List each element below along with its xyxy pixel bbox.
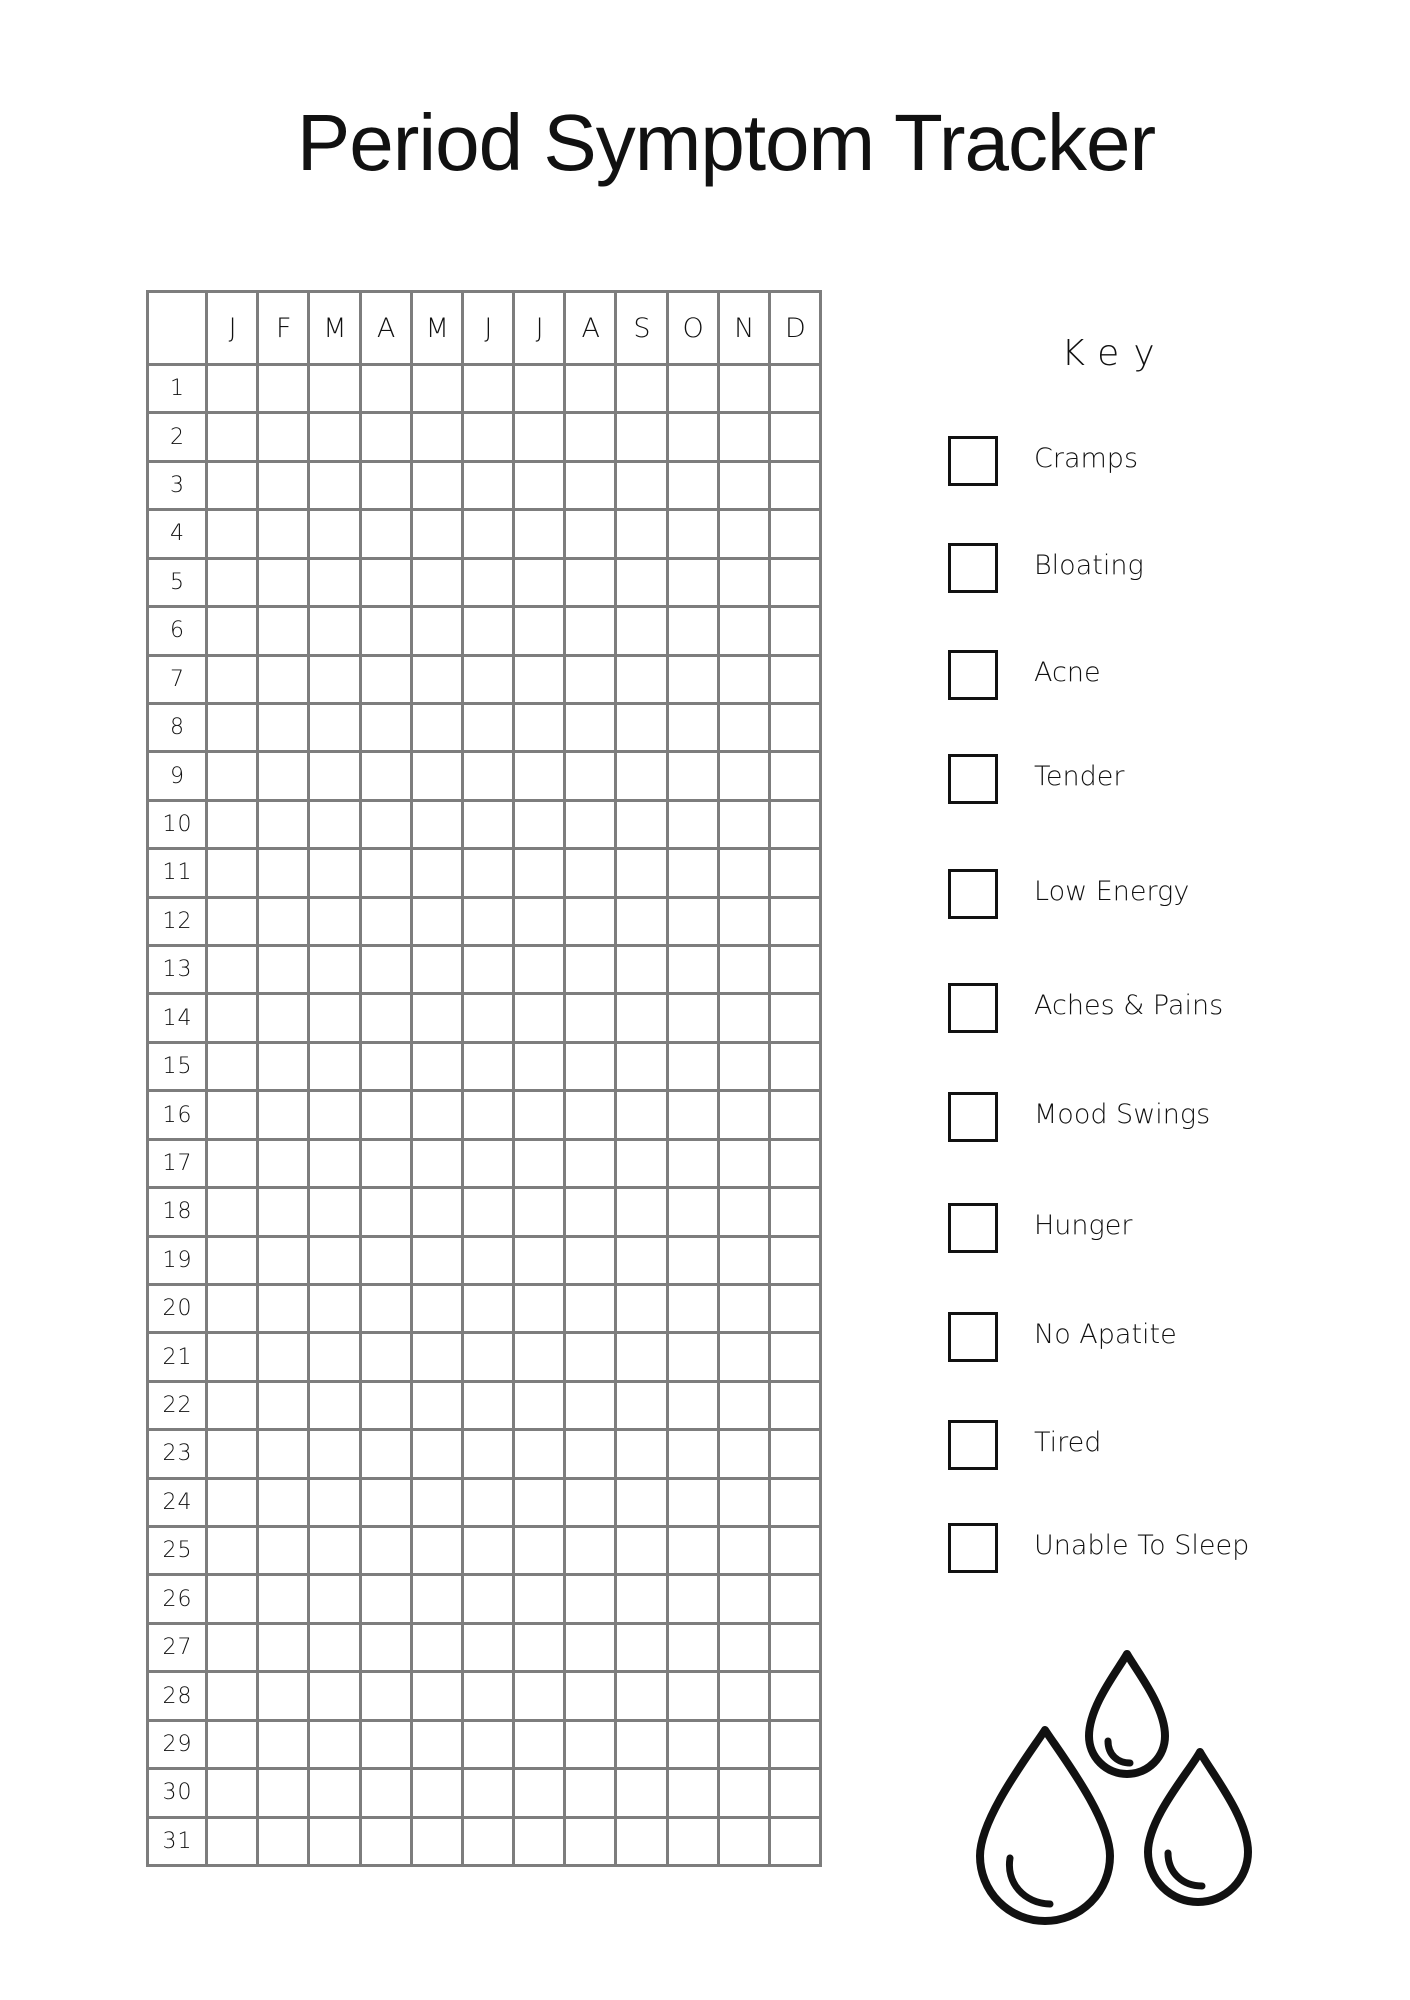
page-title: Period Symptom Tracker [296,98,1156,187]
day-label: 25 [162,1538,193,1564]
month-label: F [275,312,292,344]
month-label: J [535,312,544,344]
key-checkbox[interactable] [948,754,998,804]
day-label: 18 [162,1199,193,1225]
month-label: S [633,312,651,344]
key-item-label: Hunger [1034,1210,1133,1241]
grid-line-vertical [819,290,822,1867]
month-label: N [734,312,755,344]
key-item-label: Aches & Pains [1034,990,1224,1021]
key-item-unable-to-sleep [948,1523,1348,1573]
day-label: 26 [162,1586,193,1612]
key-item-label: Low Energy [1034,876,1190,907]
key-checkbox[interactable] [948,1523,998,1573]
month-label: J [484,312,493,344]
key-item-label: Tired [1034,1427,1102,1458]
key-item-label: Acne [1034,657,1101,688]
day-label: 14 [162,1005,193,1031]
medium-drop-highlight [1168,1853,1202,1886]
day-label: 16 [162,1102,193,1128]
day-label: 6 [170,618,185,644]
day-label: 13 [162,957,193,983]
day-label: 24 [162,1489,193,1515]
day-label: 7 [170,666,185,692]
day-label: 8 [170,715,185,741]
grid-line-vertical [512,290,515,1867]
day-label: 28 [162,1683,193,1709]
day-label: 19 [162,1247,193,1273]
grid-line-vertical [614,290,617,1867]
day-label: 9 [170,763,185,789]
day-label: 20 [162,1296,193,1322]
grid-line-vertical [666,290,669,1867]
day-label: 31 [162,1828,193,1854]
small-drop-highlight [1108,1741,1130,1763]
large-drop-icon [980,1730,1110,1921]
key-checkbox[interactable] [948,1420,998,1470]
key-item-no-apatite [948,1312,1348,1362]
grid-line-vertical [717,290,720,1867]
grid-line-vertical [410,290,413,1867]
day-label: 17 [162,1150,193,1176]
key-item-acne [948,650,1348,700]
grid-line-vertical [307,290,310,1867]
key-title: Key [1061,333,1169,374]
day-label: 3 [170,473,185,499]
day-label: 10 [162,811,193,837]
day-label: 11 [162,860,193,886]
key-checkbox[interactable] [948,436,998,486]
key-item-label: Bloating [1034,550,1144,581]
day-label: 30 [162,1780,193,1806]
day-label: 2 [170,424,185,450]
day-label: 21 [162,1344,193,1370]
key-checkbox[interactable] [948,543,998,593]
day-label: 22 [162,1393,193,1419]
key-checkbox[interactable] [948,1092,998,1142]
grid-line-vertical [768,290,771,1867]
key-item-low-energy [948,869,1348,919]
key-item-label: Unable To Sleep [1034,1530,1250,1561]
key-checkbox[interactable] [948,983,998,1033]
tracker-grid [146,290,819,1864]
key-item-label: Mood Swings [1034,1099,1211,1130]
key-checkbox[interactable] [948,1312,998,1362]
grid-line-vertical [563,290,566,1867]
key-checkbox[interactable] [948,650,998,700]
day-label: 27 [162,1635,193,1661]
large-drop-highlight [1009,1858,1050,1904]
key-item-mood-swings [948,1092,1348,1142]
key-item-cramps [948,436,1348,486]
month-label: D [785,312,806,344]
day-label: 12 [162,908,193,934]
day-label: 5 [170,569,185,595]
month-label: A [376,312,396,344]
key-item-label: Tender [1034,761,1125,792]
three-drops-icon [972,1648,1262,1932]
grid-line-vertical [359,290,362,1867]
day-label: 4 [170,521,185,547]
key-item-aches-pains [948,983,1348,1033]
key-item-label: Cramps [1034,443,1139,474]
key-item-tired [948,1420,1348,1470]
key-item-bloating [948,543,1348,593]
grid-line-vertical [461,290,464,1867]
small-drop-icon [1089,1654,1165,1774]
key-checkbox[interactable] [948,1203,998,1253]
month-label: O [682,312,704,344]
month-label: M [425,312,449,344]
day-label: 1 [170,376,185,402]
key-checkbox[interactable] [948,869,998,919]
month-label: M [323,312,347,344]
grid-line-vertical [256,290,259,1867]
key-item-label: No Apatite [1034,1319,1177,1350]
key-item-tender [948,754,1348,804]
medium-drop-icon [1148,1752,1248,1902]
day-label: 23 [162,1441,193,1467]
month-label: A [581,312,600,344]
day-label: 15 [162,1054,193,1080]
key-item-hunger [948,1203,1348,1253]
month-label: J [228,312,237,344]
day-label: 29 [162,1731,193,1757]
